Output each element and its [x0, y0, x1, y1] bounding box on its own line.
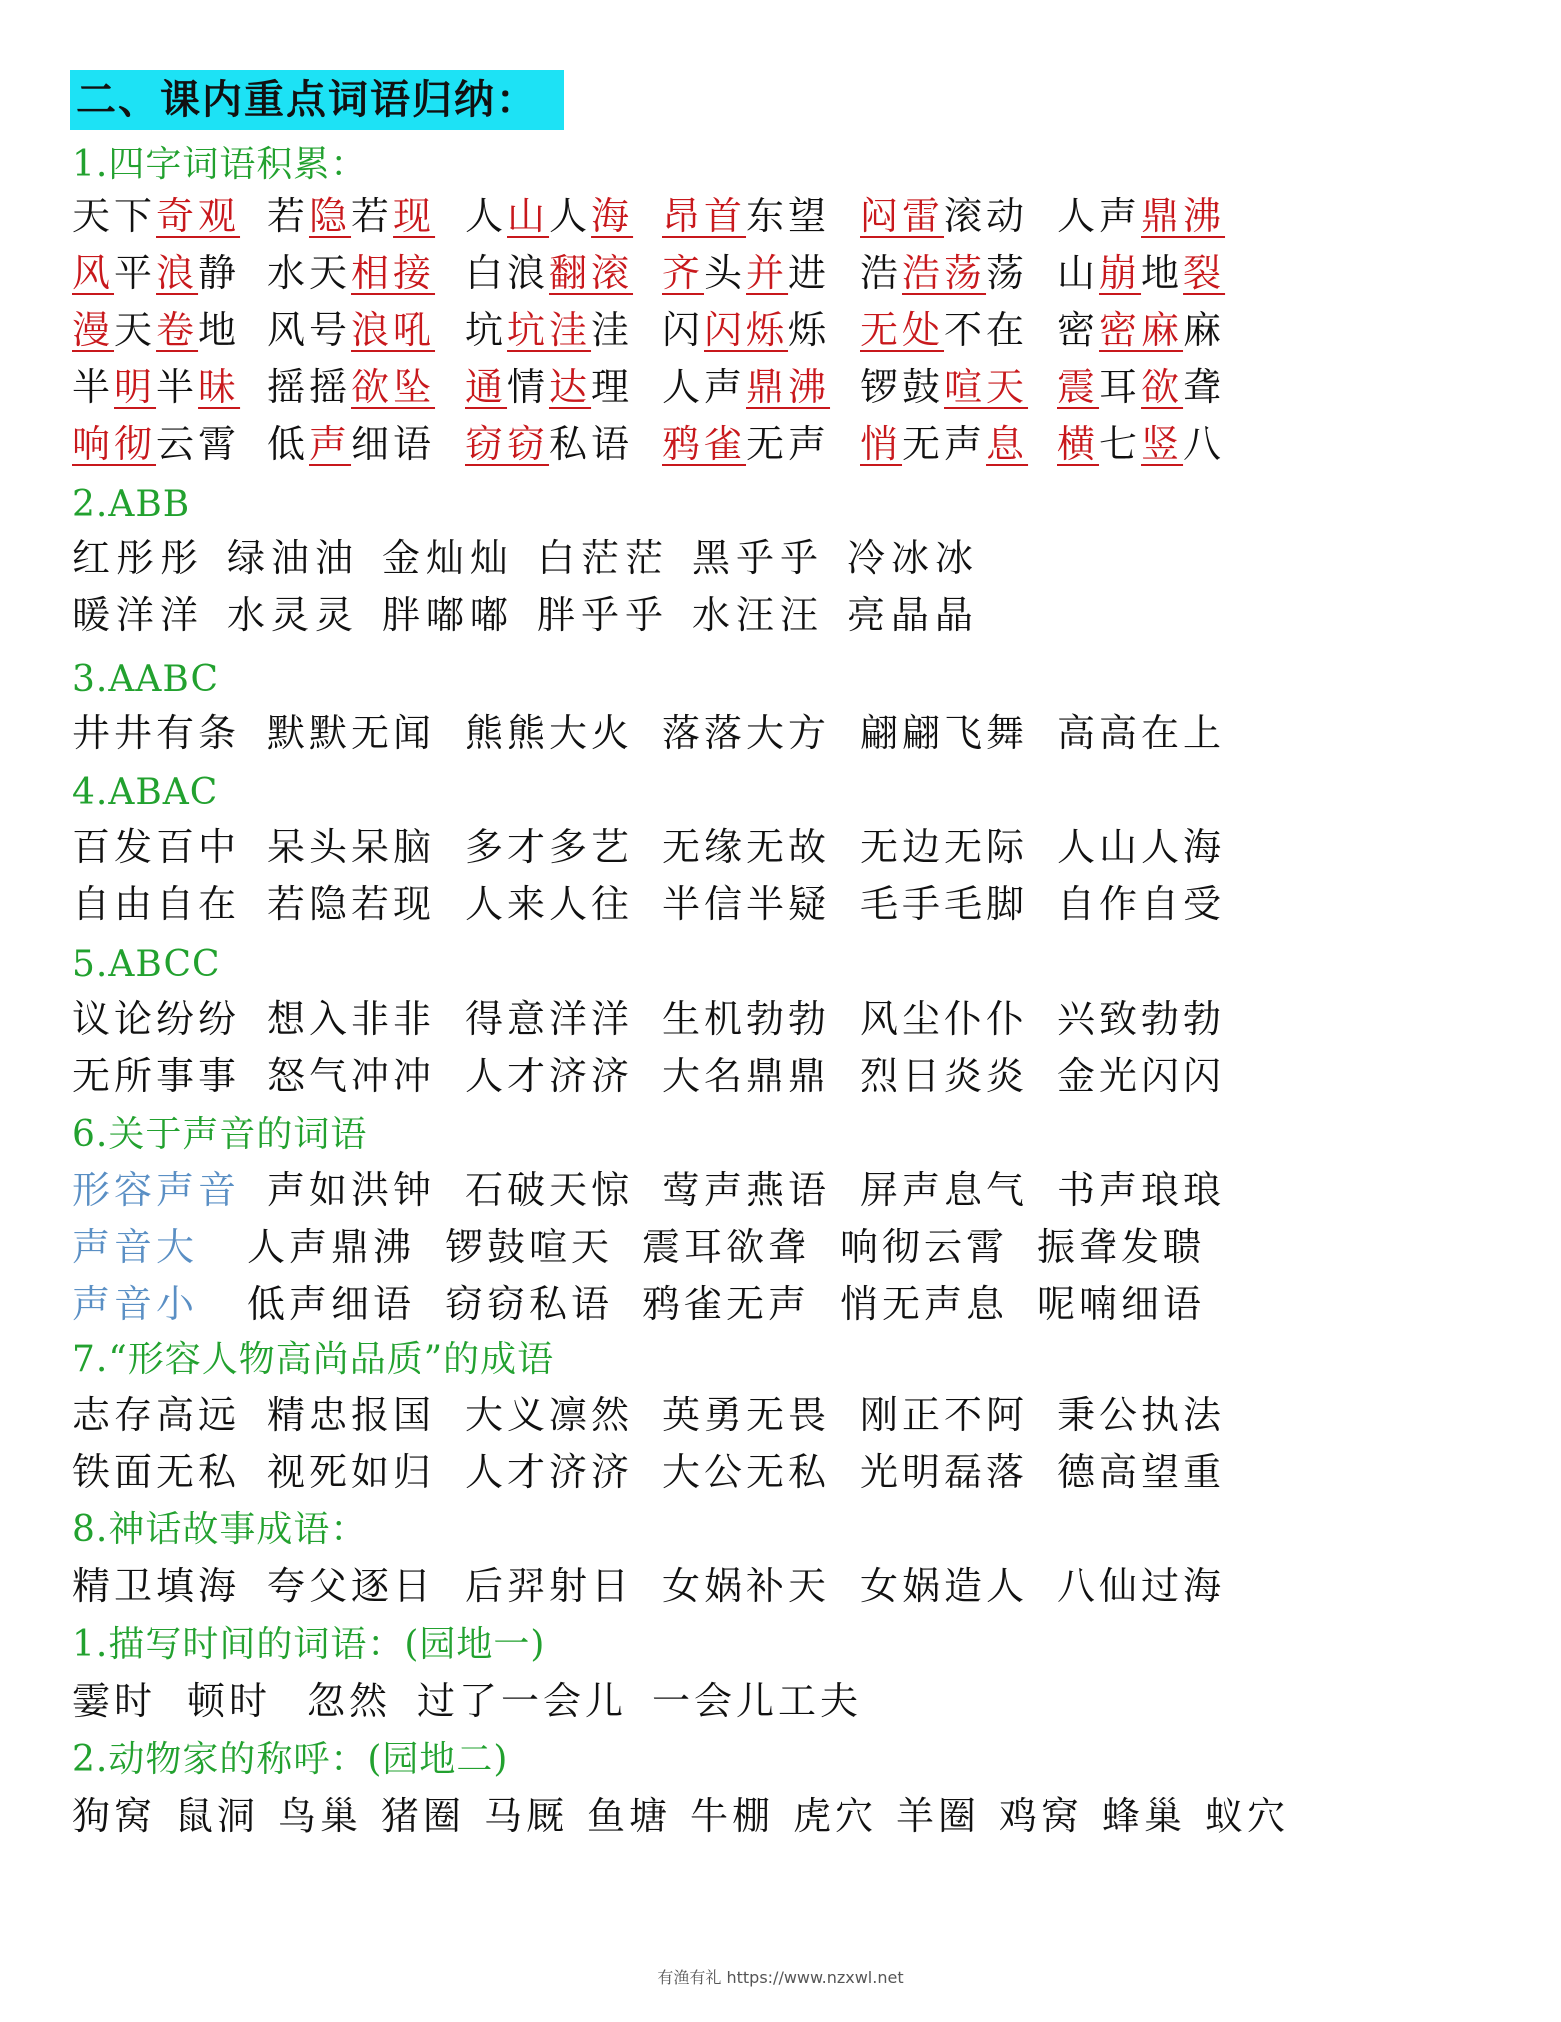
highlighted-chars: 无处 [860, 308, 945, 352]
word-item: 蜂巢 [1102, 1794, 1187, 1838]
word-item: 呢喃细语 [1037, 1282, 1206, 1326]
section-heading: 7.“形容人物高尚品质”的成语 [72, 1339, 555, 1380]
section-heading: 6.关于声音的词语 [72, 1114, 368, 1155]
word-item: 金光闪闪 [1057, 1054, 1226, 1098]
word-item: 狗窝 [72, 1794, 157, 1838]
word-item: 昂首东望 [662, 194, 831, 238]
word-item: 大义凛然 [465, 1393, 634, 1437]
highlighted-chars: 海 [591, 194, 634, 238]
word-item: 精卫填海 [72, 1564, 241, 1608]
footer-watermark: 有渔有礼 https://www.nzxwl.net [657, 1968, 904, 1987]
word-item: 志存高远 [72, 1393, 241, 1437]
word-item: 铁面无私 [72, 1450, 241, 1494]
word-item: 金灿灿 [382, 536, 515, 580]
highlighted-chars: 悄 [860, 422, 903, 466]
word-item: 山崩地裂 [1057, 251, 1226, 295]
word-item: 议论纷纷 [72, 997, 241, 1041]
word-item: 漫天卷地 [72, 308, 241, 352]
word-item: 摇摇欲坠 [267, 365, 436, 409]
word-item: 震耳欲聋 [642, 1225, 811, 1269]
word-item: 一会儿工夫 [652, 1679, 863, 1723]
word-item: 鸟巢 [278, 1794, 363, 1838]
highlighted-chars: 窃窃 [465, 422, 550, 466]
category-label: 声音大 [72, 1225, 199, 1269]
highlighted-chars: 息 [986, 422, 1029, 466]
word-item: 坑坑洼洼 [465, 308, 634, 352]
word-item: 锣鼓喧天 [445, 1225, 614, 1269]
word-item: 横七竖八 [1057, 422, 1226, 466]
word-item: 齐头并进 [662, 251, 831, 295]
category-label: 形容声音 [72, 1168, 241, 1212]
highlighted-chars: 坑洼 [507, 308, 592, 352]
word-item: 半信半疑 [662, 882, 831, 926]
word-item: 过了一会儿 [417, 1679, 628, 1723]
section-heading: 1.描写时间的词语：(园地一) [72, 1624, 546, 1665]
word-item: 毛手毛脚 [860, 882, 1029, 926]
word-item: 鸦雀无声 [642, 1282, 811, 1326]
highlighted-chars: 浩荡 [902, 251, 987, 295]
word-item: 胖乎乎 [537, 593, 670, 637]
word-item: 自由自在 [72, 882, 241, 926]
word-item: 闷雷滚动 [860, 194, 1029, 238]
word-item: 高高在上 [1057, 711, 1226, 755]
section-heading: 5.ABCC [72, 944, 221, 985]
section-heading: 3.AABC [72, 659, 220, 700]
word-item: 落落大方 [662, 711, 831, 755]
word-item: 闪闪烁烁 [662, 308, 831, 352]
highlighted-chars: 裂 [1183, 251, 1226, 295]
word-item: 声如洪钟 [267, 1168, 436, 1212]
word-item: 猪圈 [381, 1794, 466, 1838]
highlighted-chars: 通 [465, 365, 508, 409]
word-item: 人山人海 [465, 194, 634, 238]
word-item: 顿时 [187, 1679, 272, 1723]
word-item: 书声琅琅 [1057, 1168, 1226, 1212]
word-item: 兴致勃勃 [1057, 997, 1226, 1041]
section-heading: 8.神话故事成语： [72, 1509, 368, 1550]
word-item: 得意洋洋 [465, 997, 634, 1041]
word-item: 德高望重 [1057, 1450, 1226, 1494]
word-item: 井井有条 [72, 711, 241, 755]
highlighted-chars: 奇观 [156, 194, 241, 238]
word-item: 无所事事 [72, 1054, 241, 1098]
word-item: 鸦雀无声 [662, 422, 831, 466]
word-item: 天下奇观 [72, 194, 241, 238]
word-item: 风尘仆仆 [860, 997, 1029, 1041]
word-item: 熊熊大火 [465, 711, 634, 755]
word-item: 想入非非 [267, 997, 436, 1041]
word-item: 莺声燕语 [662, 1168, 831, 1212]
word-item: 鱼塘 [587, 1794, 672, 1838]
highlighted-chars: 崩 [1099, 251, 1142, 295]
word-item: 忽然 [307, 1679, 392, 1723]
word-item: 百发百中 [72, 825, 241, 869]
word-item: 怒气冲冲 [267, 1054, 436, 1098]
word-item: 窃窃私语 [465, 422, 634, 466]
word-item: 鼠洞 [175, 1794, 260, 1838]
word-item: 风号浪吼 [267, 308, 436, 352]
word-item: 后羿射日 [465, 1564, 634, 1608]
section-heading: 2.动物家的称呼：(园地二) [72, 1739, 509, 1780]
word-item: 大名鼎鼎 [662, 1054, 831, 1098]
word-item: 人才济济 [465, 1054, 634, 1098]
word-item: 响彻云霄 [72, 422, 241, 466]
word-item: 低声细语 [267, 422, 436, 466]
highlighted-chars: 卷 [156, 308, 199, 352]
highlighted-chars: 闪烁 [704, 308, 789, 352]
word-item: 人声鼎沸 [247, 1225, 416, 1269]
word-item: 白浪翻滚 [465, 251, 634, 295]
highlighted-chars: 翻滚 [549, 251, 634, 295]
word-item: 锣鼓喧天 [860, 365, 1029, 409]
word-item: 精忠报国 [267, 1393, 436, 1437]
word-item: 默默无闻 [267, 711, 436, 755]
highlighted-chars: 喧天 [944, 365, 1029, 409]
highlighted-chars: 竖 [1141, 422, 1184, 466]
word-item: 自作自受 [1057, 882, 1226, 926]
highlighted-chars: 齐 [662, 251, 705, 295]
word-item: 马厩 [484, 1794, 569, 1838]
word-item: 大公无私 [662, 1450, 831, 1494]
word-item: 翩翩飞舞 [860, 711, 1029, 755]
word-item: 秉公执法 [1057, 1393, 1226, 1437]
highlighted-chars: 欲坠 [351, 365, 436, 409]
word-item: 刚正不阿 [860, 1393, 1029, 1437]
word-item: 夸父逐日 [267, 1564, 436, 1608]
highlighted-chars: 震 [1057, 365, 1100, 409]
highlighted-chars: 昧 [198, 365, 241, 409]
word-item: 牛棚 [690, 1794, 775, 1838]
word-item: 通情达理 [465, 365, 634, 409]
word-item: 黑乎乎 [692, 536, 825, 580]
word-item: 若隐若现 [267, 194, 436, 238]
word-item: 羊圈 [896, 1794, 981, 1838]
word-item: 人来人往 [465, 882, 634, 926]
word-item: 风平浪静 [72, 251, 241, 295]
word-item: 英勇无畏 [662, 1393, 831, 1437]
word-item: 屏声息气 [860, 1168, 1029, 1212]
word-item: 鸡窝 [999, 1794, 1084, 1838]
word-item: 悄无声息 [860, 422, 1029, 466]
word-item: 人声鼎沸 [662, 365, 831, 409]
word-item: 石破天惊 [465, 1168, 634, 1212]
highlighted-chars: 山 [507, 194, 550, 238]
word-item: 半明半昧 [72, 365, 241, 409]
word-item: 振聋发聩 [1037, 1225, 1206, 1269]
highlighted-chars: 鼎沸 [1141, 194, 1226, 238]
word-item: 红彤彤 [72, 536, 205, 580]
word-item: 亮晶晶 [847, 593, 980, 637]
word-item: 水天相接 [267, 251, 436, 295]
highlighted-chars: 相接 [351, 251, 436, 295]
word-item: 烈日炎炎 [860, 1054, 1029, 1098]
word-item: 霎时 [72, 1679, 157, 1723]
highlighted-chars: 并 [746, 251, 789, 295]
highlighted-chars: 明 [114, 365, 157, 409]
word-item: 绿油油 [227, 536, 360, 580]
word-item: 悄无声息 [840, 1282, 1009, 1326]
highlighted-chars: 闷雷 [860, 194, 945, 238]
section-heading: 1.四字词语积累： [72, 144, 368, 185]
word-item: 浩浩荡荡 [860, 251, 1029, 295]
word-item: 响彻云霄 [840, 1225, 1009, 1269]
highlighted-chars: 欲 [1141, 365, 1184, 409]
category-label: 声音小 [72, 1282, 199, 1326]
word-item: 若隐若现 [267, 882, 436, 926]
highlighted-chars: 鼎沸 [746, 365, 831, 409]
word-item: 生机勃勃 [662, 997, 831, 1041]
word-item: 低声细语 [247, 1282, 416, 1326]
highlighted-chars: 现 [393, 194, 436, 238]
highlighted-chars: 昂首 [662, 194, 747, 238]
word-item: 光明磊落 [860, 1450, 1029, 1494]
word-item: 人才济济 [465, 1450, 634, 1494]
highlighted-chars: 浪 [156, 251, 199, 295]
word-item: 虎穴 [793, 1794, 878, 1838]
page-title: 二、课内重点词语归纳： [70, 70, 564, 130]
highlighted-chars: 响彻 [72, 422, 157, 466]
highlighted-chars: 浪吼 [351, 308, 436, 352]
highlighted-chars: 漫 [72, 308, 115, 352]
word-item: 无缘无故 [662, 825, 831, 869]
word-item: 暖洋洋 [72, 593, 205, 637]
word-item: 人山人海 [1057, 825, 1226, 869]
word-item: 蚁穴 [1205, 1794, 1290, 1838]
highlighted-chars: 隐 [309, 194, 352, 238]
word-item: 无边无际 [860, 825, 1029, 869]
word-item: 胖嘟嘟 [382, 593, 515, 637]
word-item: 女娲补天 [662, 1564, 831, 1608]
word-item: 多才多艺 [465, 825, 634, 869]
word-item: 八仙过海 [1057, 1564, 1226, 1608]
word-item: 呆头呆脑 [267, 825, 436, 869]
highlighted-chars: 达 [549, 365, 592, 409]
word-item: 冷冰冰 [847, 536, 980, 580]
word-item: 视死如归 [267, 1450, 436, 1494]
word-item: 无处不在 [860, 308, 1029, 352]
highlighted-chars: 横 [1057, 422, 1100, 466]
word-item: 白茫茫 [537, 536, 670, 580]
word-item: 窃窃私语 [445, 1282, 614, 1326]
word-item: 密密麻麻 [1057, 308, 1226, 352]
highlighted-chars: 声 [309, 422, 352, 466]
section-heading: 4.ABAC [72, 772, 219, 813]
highlighted-chars: 密麻 [1099, 308, 1184, 352]
word-item: 水灵灵 [227, 593, 360, 637]
highlighted-chars: 鸦雀 [662, 422, 747, 466]
word-item: 震耳欲聋 [1057, 365, 1226, 409]
highlighted-chars: 风 [72, 251, 115, 295]
section-heading: 2.ABB [72, 484, 191, 525]
word-item: 水汪汪 [692, 593, 825, 637]
word-item: 人声鼎沸 [1057, 194, 1226, 238]
word-item: 女娲造人 [860, 1564, 1029, 1608]
